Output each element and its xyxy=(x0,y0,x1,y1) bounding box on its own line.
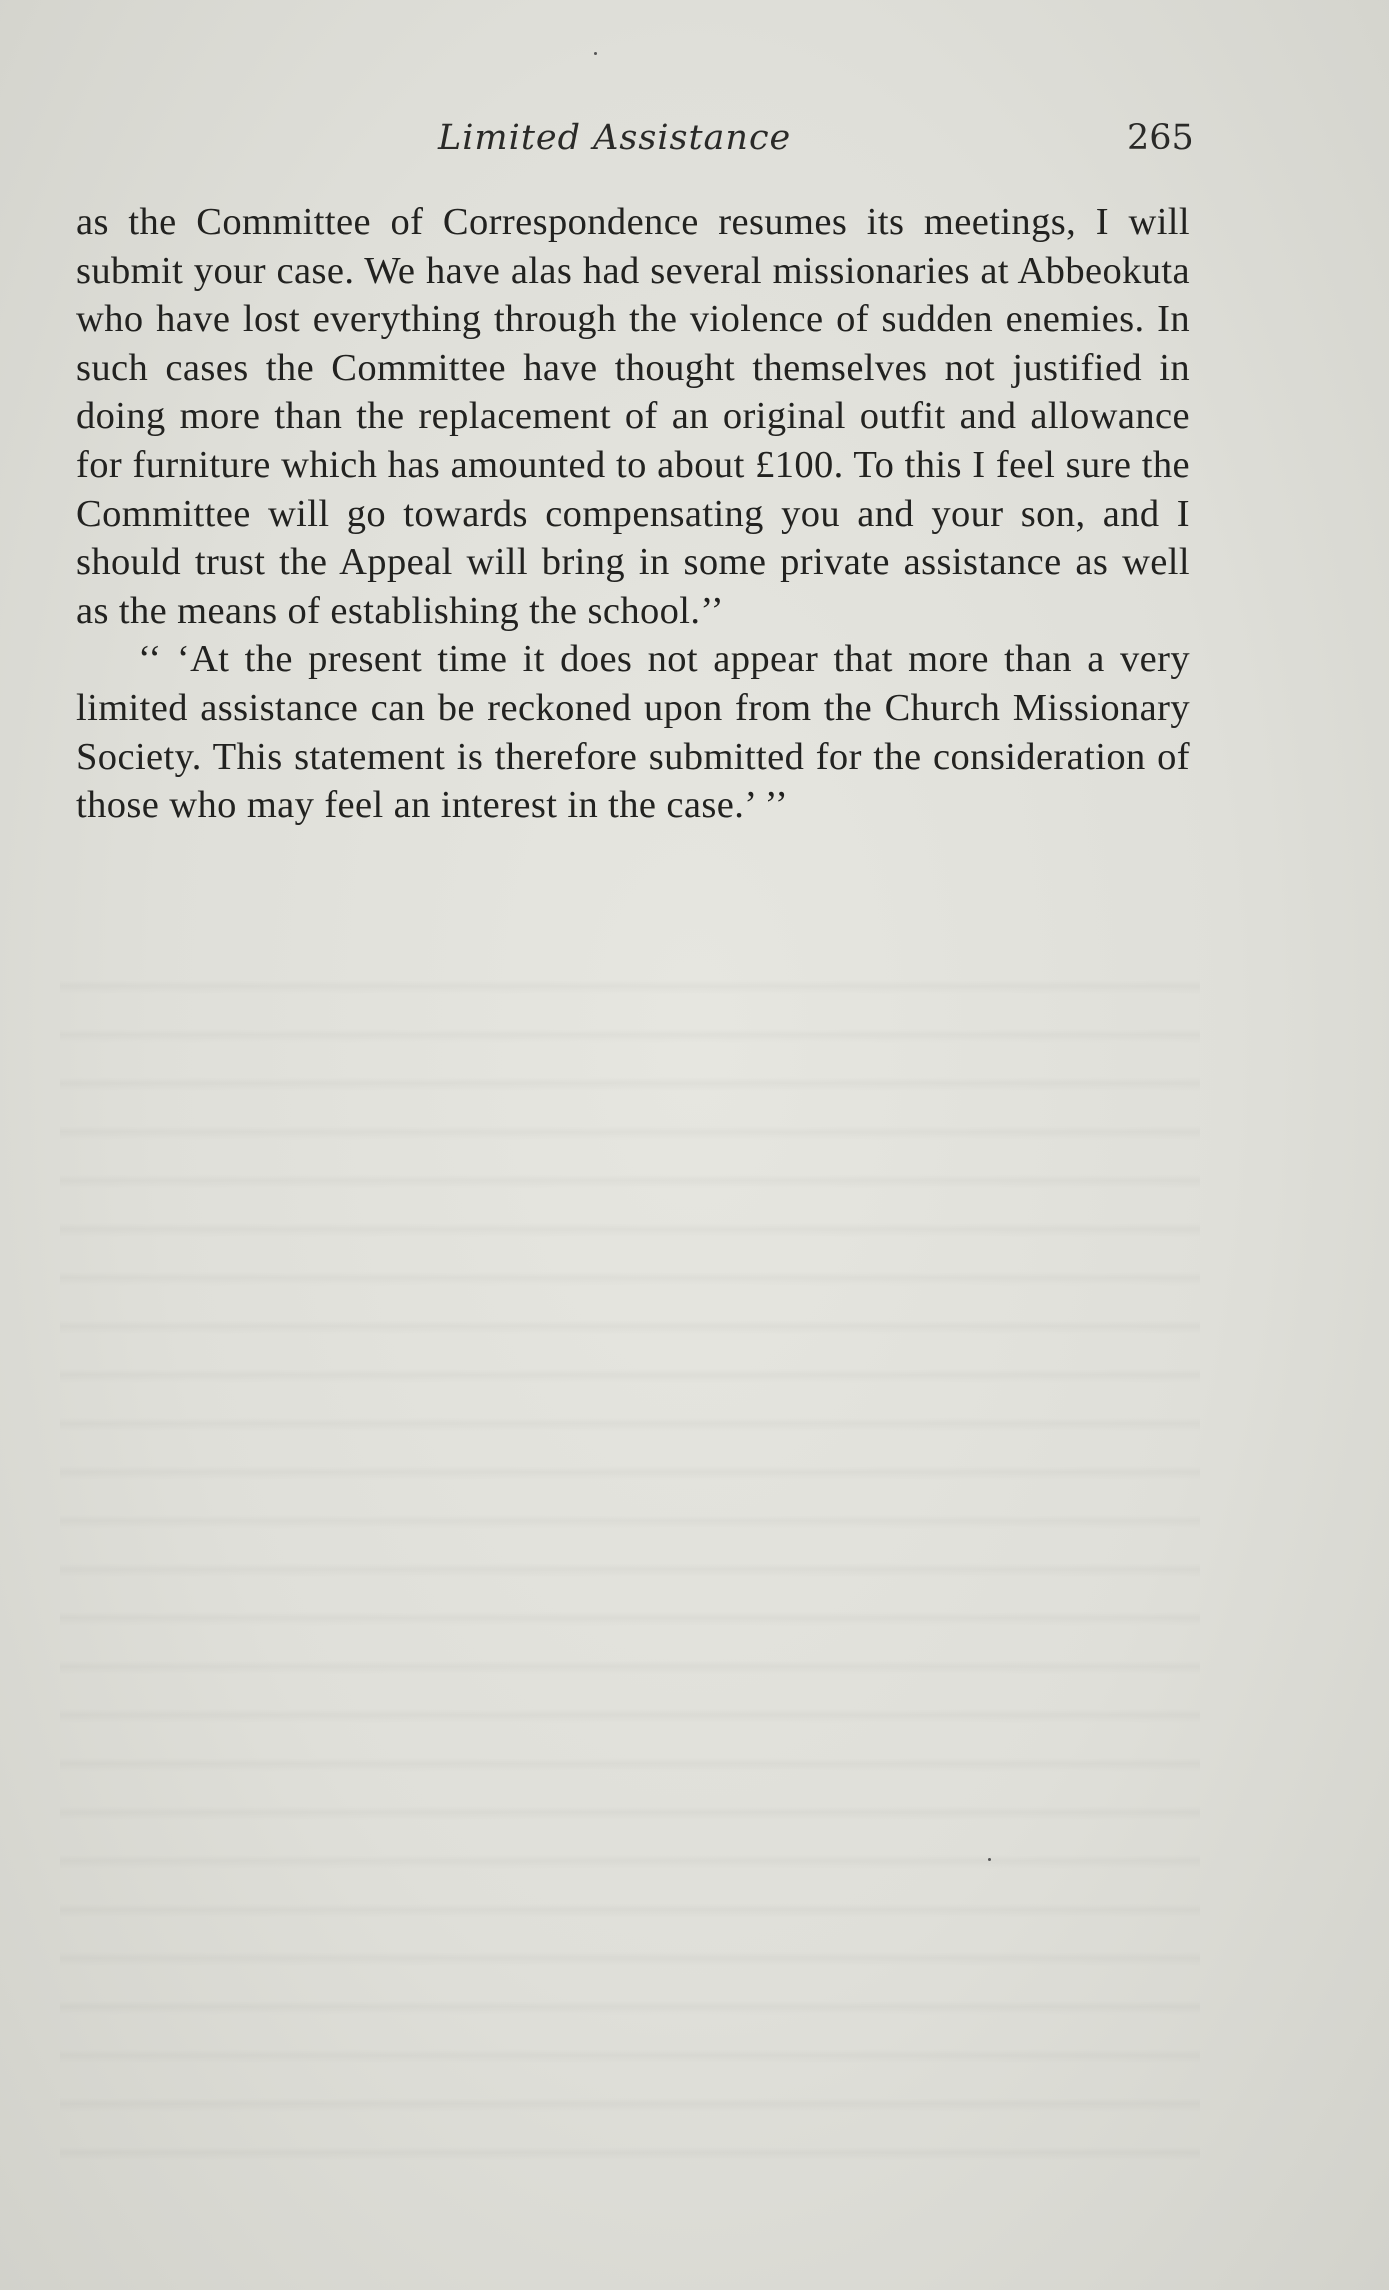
paragraph-statement: ‘‘ ‘At the present time it does not appear that more than a very limited assistance can be reckoned upon from the Church Missionary Society. This statement is therefore submitted for the consideration of those who may feel an interest in the case.’ ’’ xyxy=(76,638,1190,827)
paper-speck xyxy=(594,52,597,55)
body-text xyxy=(76,198,1190,830)
running-head xyxy=(0,118,1389,168)
running-title: Limited Assistance xyxy=(438,118,792,158)
page-number: 265 xyxy=(1127,118,1194,158)
paragraph-letter-continuation: as the Committee of Correspondence resumes its meetings, I will submit your case. We have alas had several missionaries at Abbeokuta who have lost everything through the violence of sudden enemies. In such cases the Committee have thought themselves not justified in doing more than the replacement of an original outfit and allowance for furniture which has amounted to about £100. To this I feel sure the Committee will go towards compensating you and your son, and I should trust the Appeal will bring in some private assistance as well as the means of establishing the school.’’ xyxy=(76,201,1190,632)
paper-speck xyxy=(988,1858,991,1861)
